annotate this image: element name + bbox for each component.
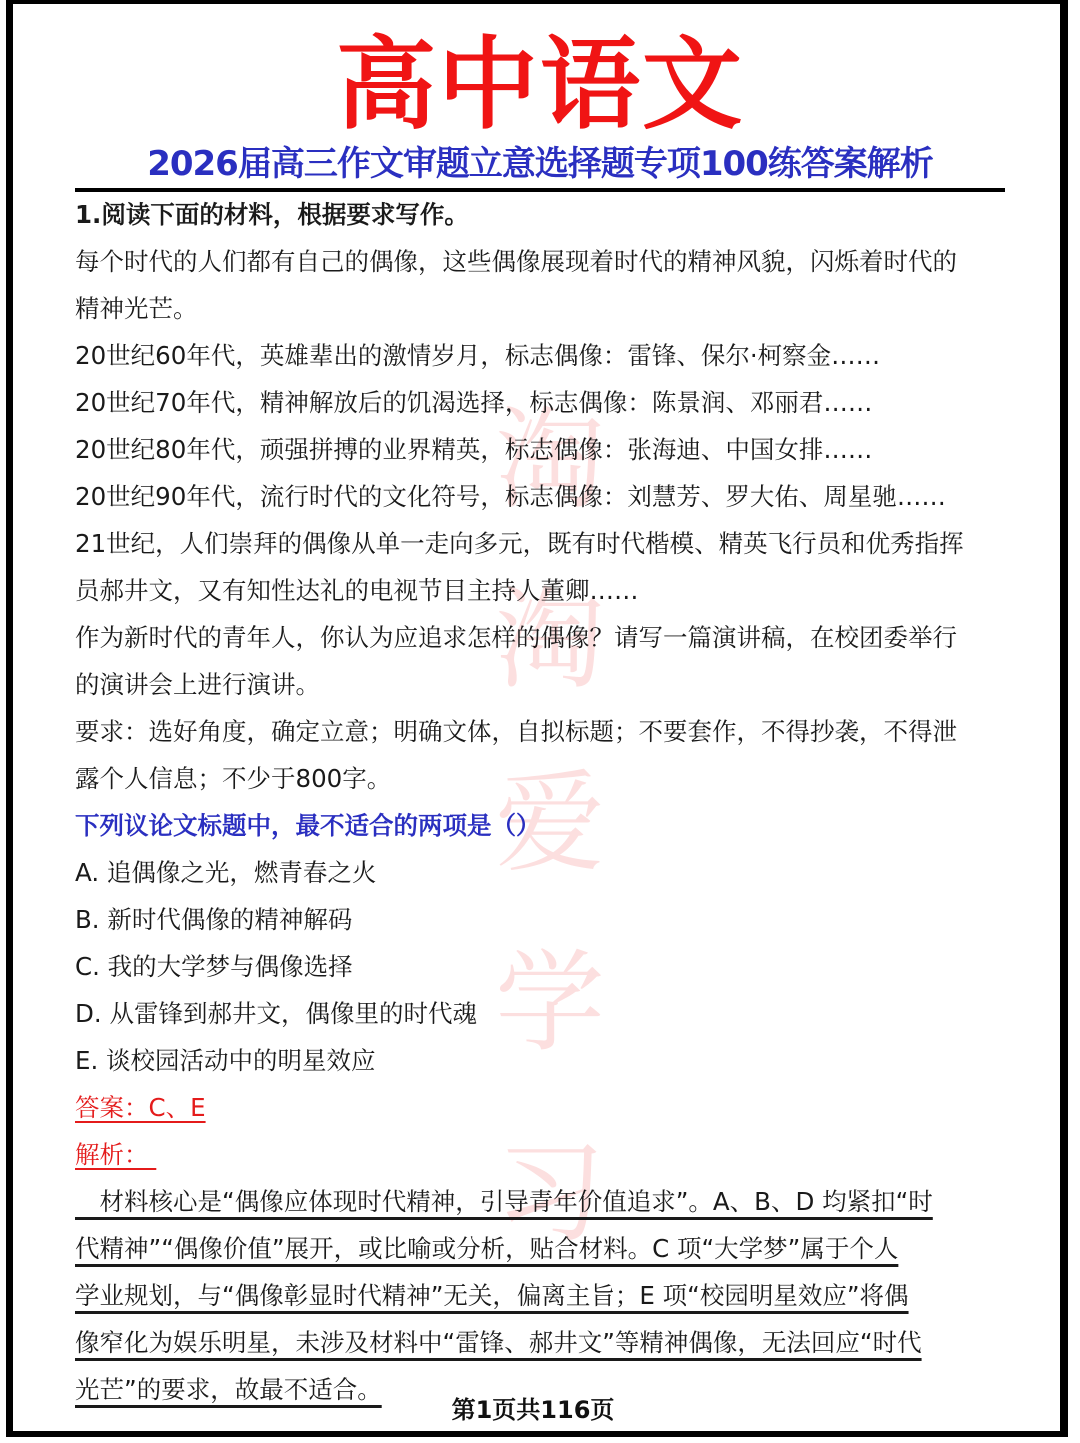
requirement-line: 要求：选好角度，确定立意；明确文体，自拟标题；不要套作，不得抄袭，不得泄 [75,717,957,746]
option-d: D. 从雷锋到郝井文，偶像里的时代魂 [75,999,477,1028]
watermark-char: 淘 [495,576,605,704]
page-indicator: 第1页共116页 [451,1396,615,1424]
analysis-label-pad [149,1140,157,1169]
option-e: E. 谈校园活动中的明星效应 [75,1046,376,1075]
analysis-line [75,1178,1020,1225]
question-prompt: 下列议论文标题中，最不适合的两项是（） [75,811,541,840]
option-a: A. 追偶像之光，燃青春之火 [75,858,377,887]
material-line: 20世纪70年代，精神解放后的饥渴选择，标志偶像：陈景润、邓丽君…… [75,388,873,417]
analysis-text: 材料核心是“偶像应体现时代精神，引导青年价值追求”。A、B、D 均紧扣“时 [75,1187,933,1216]
analysis-label: 解析： [75,1140,149,1169]
question-heading: 1.阅读下面的材料，根据要求写作。 [75,200,469,229]
watermark-char: 淘 [495,396,605,524]
page-title: 高中语文 [336,26,744,143]
answer-row [75,1084,1020,1131]
analysis-text: 像窄化为娱乐明星，未涉及材料中“雷锋、郝井文”等精神偶像，无法回应“时代 [75,1328,922,1357]
analysis-line [75,1225,1020,1272]
material-line: 作为新时代的青年人，你认为应追求怎样的偶像？请写一篇演讲稿，在校团委举行 [75,623,957,652]
option-c: C. 我的大学梦与偶像选择 [75,952,353,981]
analysis-text: 光芒”的要求，故最不适合。 [75,1375,382,1404]
watermark-char: 爱 [495,759,605,887]
watermark-char: 学 [495,939,605,1067]
material-line: 的演讲会上进行演讲。 [75,670,320,699]
material-line: 20世纪60年代，英雄辈出的激情岁月，标志偶像：雷锋、保尔·柯察金…… [75,341,881,370]
material-line: 每个时代的人们都有自己的偶像，这些偶像展现着时代的精神风貌，闪烁着时代的 [75,247,957,276]
page-subtitle: 2026届高三作文审题立意选择题专项100练答案解析 [147,144,933,184]
material-line: 20世纪90年代，流行时代的文化符号，标志偶像：刘慧芳、罗大佑、周星驰…… [75,482,946,511]
requirement-line: 露个人信息；不少于800字。 [75,764,392,793]
analysis-line [75,1272,1020,1319]
analysis-line [75,1319,1020,1366]
material-line: 员郝井文，又有知性达礼的电视节目主持人董卿…… [75,576,639,605]
watermark-char: 习 [495,1129,605,1257]
option-b: B. 新时代偶像的精神解码 [75,905,353,934]
analysis-text: 学业规划，与“偶像彰显时代精神”无关，偏离主旨；E 项“校园明星效应”将偶 [75,1281,909,1310]
answer-text: 答案：C、E [75,1093,206,1122]
analysis-label-row [75,1131,1020,1178]
material-line: 精神光芒。 [75,294,198,323]
material-line: 21世纪，人们崇拜的偶像从单一走向多元，既有时代楷模、精英飞行员和优秀指挥 [75,529,964,558]
analysis-text: 代精神”“偶像价值”展开，或比喻或分析，贴合材料。C 项“大学梦”属于个人 [75,1234,899,1263]
material-line: 20世纪80年代，顽强拼搏的业界精英，标志偶像：张海迪、中国女排…… [75,435,873,464]
